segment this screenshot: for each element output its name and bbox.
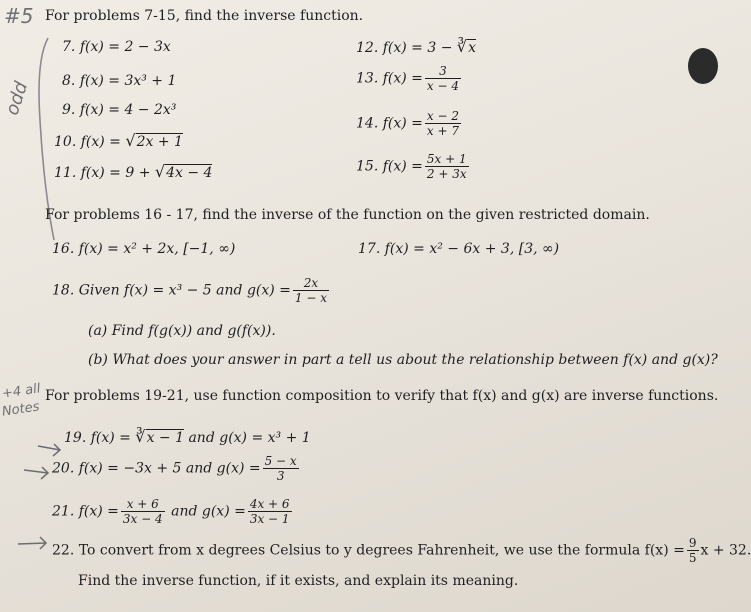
hw-odd: odd — [1, 79, 33, 118]
problem-17: 17. f(x) = x² − 6x + 3, [3, ∞) — [358, 241, 560, 257]
arrow-20-icon — [24, 467, 48, 479]
problem-11: 11. f(x) = 9 + √4x − 4 — [54, 162, 213, 181]
problem-19: 19. f(x) = ∛x − 1 and g(x) = x³ + 1 — [64, 427, 311, 446]
problem-10: 10. f(x) = √2x + 1 — [54, 131, 183, 150]
problem-12: 12. f(x) = 3 − ∛x — [356, 37, 476, 56]
problem-13: 13. f(x) = $\frac{3}{x - 4}$ — [356, 64, 459, 93]
hw-hash: #5 — [4, 4, 34, 28]
arrow-22-icon — [18, 537, 46, 549]
problem-21: 21. f(x) = $\frac{x + 6}{3x - 4}$ and g(x) = $\frac{4x + 6}{3x - 1}$ — [52, 497, 290, 526]
problem-15: 15. f(x) = $\frac{5x + 1}{2 + 3x}$ — [356, 152, 467, 181]
problem-16: 16. f(x) = x² + 2x, [−1, ∞) — [52, 241, 236, 257]
problem-7: 7. f(x) = 2 − 3x — [62, 39, 171, 55]
problem-22-line2: Find the inverse function, if it exists, and explain its meaning. — [78, 573, 519, 589]
heading-7-15: For problems 7-15, find the inverse function. — [45, 8, 364, 24]
problem-18: 18. Given f(x) = x³ − 5 and g(x) = $\frac{2x}{1 - x}$ — [52, 276, 327, 305]
problem-22: 22. To convert from x degrees Celsius to y degrees Fahrenheit, we use the formula f(x) = $\frac{9}{5}$ x + 32. — [52, 536, 751, 565]
hw-note-1: +4 all — [1, 381, 42, 402]
problem-18b: (b) What does your answer in part a tell us about the relationship between f(x) and g(x)? — [88, 352, 718, 368]
hw-note-2: Notes — [1, 399, 41, 420]
problem-8: 8. f(x) = 3x³ + 1 — [62, 73, 177, 89]
problem-20: 20. f(x) = −3x + 5 and g(x) = $\frac{5 - x}{3}$ — [52, 454, 297, 483]
heading-19-21: For problems 19-21, use function composition to verify that f(x) and g(x) are inverse functions. — [45, 388, 719, 404]
problem-18a: (a) Find f(g(x)) and g(f(x)). — [88, 323, 276, 339]
heading-16-17: For problems 16 - 17, find the inverse of the function on the given restricted domain. — [45, 207, 650, 223]
problem-9: 9. f(x) = 4 − 2x³ — [62, 102, 177, 118]
problem-14: 14. f(x) = $\frac{x - 2}{x + 7}$ — [356, 109, 459, 138]
